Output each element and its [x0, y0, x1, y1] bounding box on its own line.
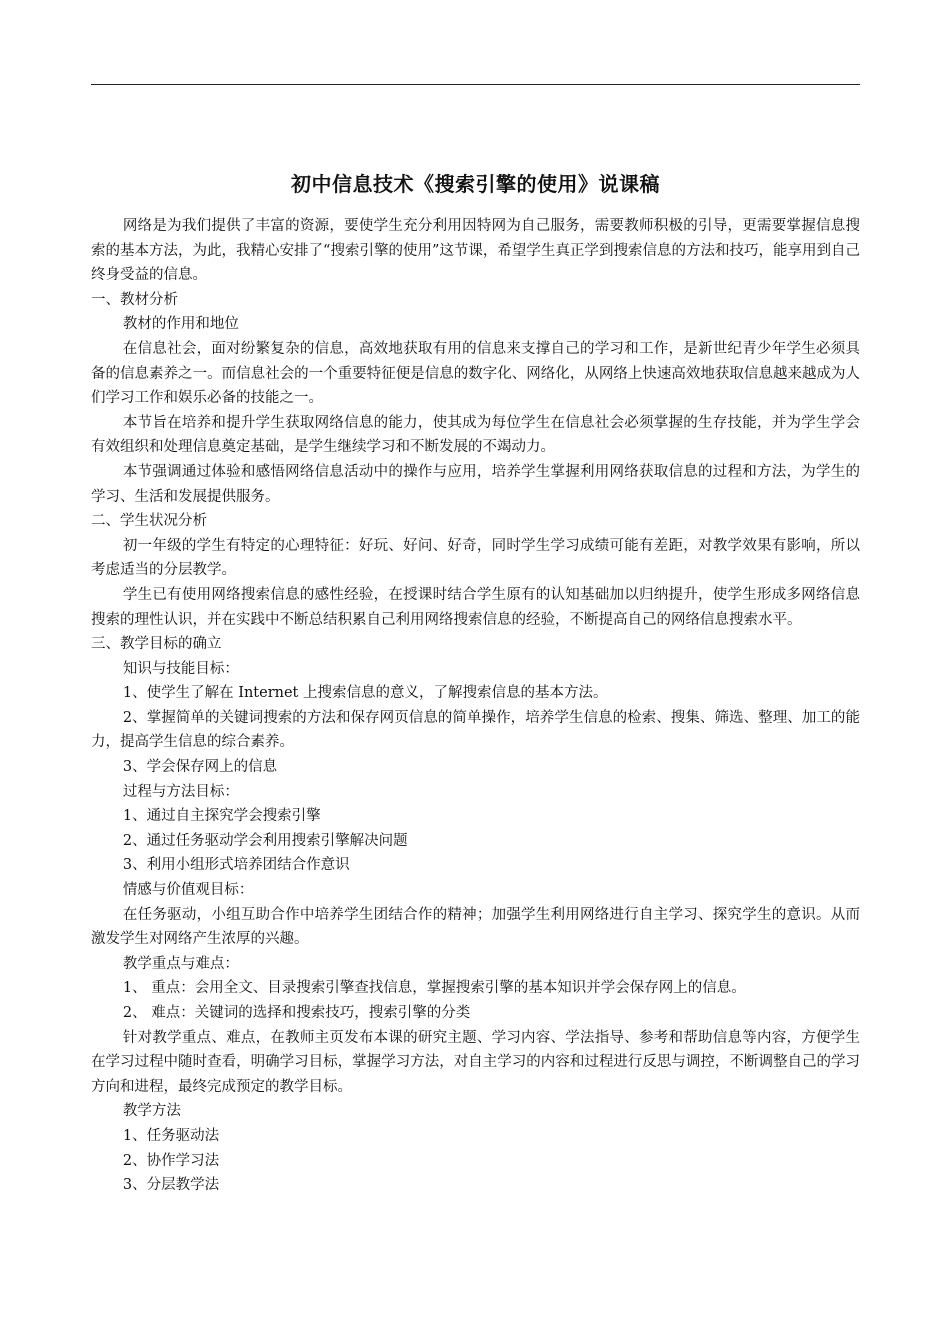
- section-heading: 一、教材分析: [91, 291, 178, 308]
- header-rule: [91, 84, 860, 85]
- document-title: 初中信息技术《搜索引擎的使用》说课稿: [291, 172, 660, 196]
- paragraph: 教学重点与难点：: [122, 955, 239, 972]
- paragraph: 情感与价值观目标：: [122, 882, 254, 899]
- paragraph: 教材的作用和地位: [122, 316, 239, 333]
- paragraph: 1、任务驱动法: [122, 1127, 220, 1144]
- section-heading: 二、学生状况分析: [91, 513, 207, 530]
- paragraph: 针对教学重点、难点，在教师主页发布本课的研究主题、学习内容、学法指导、参考和帮助信息等内容，方便学生在学习过程中随时查看，明确学习目标，掌握学习方法，对自主学习的内容和过程进行反思与调控，不断调整自己的学习方向和进程，最终完成预定的教学目标。: [91, 1029, 860, 1095]
- paragraph: 2、 难点：关键词的选择和搜索技巧，搜索引擎的分类: [122, 1005, 471, 1021]
- paragraph: 1、使学生了解在 Internet 上搜索信息的意义，了解搜索信息的基本方法。: [122, 685, 608, 702]
- document-body: [91, 168, 860, 1198]
- paragraph: 3、利用小组形式培养团结合作意识: [122, 857, 350, 874]
- paragraph: 教学方法: [122, 1103, 181, 1120]
- paragraph: 2、通过任务驱动学会利用搜索引擎解决问题: [122, 832, 408, 849]
- paragraph: 学生已有使用网络搜索信息的感性经验，在授课时结合学生原有的认知基础加以归纳提升，使学生形成多网络信息搜索的理性认识，并在实践中不断总结积累自己利用网络搜索信息的经验，不断提高自己的网络信息搜索水平。: [91, 586, 860, 628]
- paragraph: 1、通过自主探究学会搜索引擎: [122, 808, 321, 825]
- paragraph: 初一年级的学生有特定的心理特征：好玩、好问、好奇，同时学生学习成绩可能有差距，对教学效果有影响，所以考虑适当的分层教学。: [91, 537, 860, 579]
- paragraph: 3、学会保存网上的信息: [122, 759, 278, 776]
- paragraph-list: [91, 214, 860, 1198]
- paragraph: 2、协作学习法: [122, 1152, 220, 1169]
- paragraph: 本节强调通过体验和感悟网络信息活动中的操作与应用，培养学生掌握利用网络获取信息的过程和方法，为学生的学习、生活和发展提供服务。: [91, 463, 860, 505]
- paragraph: 在信息社会，面对纷繁复杂的信息，高效地获取有用的信息来支撑自己的学习和工作，是新世纪青少年学生必须具备的信息素养之一。而信息社会的一个重要特征便是信息的数字化、网络化，从网络上快速高效地获取信息越来越成为人们学习工作和娱乐必备的技能之一。: [91, 340, 860, 407]
- paragraph: 知识与技能目标：: [122, 660, 239, 677]
- section-heading: 三、教学目标的确立: [91, 636, 222, 653]
- paragraph: 3、分层教学法: [122, 1177, 220, 1194]
- paragraph: 网络是为我们提供了丰富的资源，要使学生充分利用因特网为自己服务，需要教师积极的引导，更需要掌握信息搜索的基本方法，为此，我精心安排了“搜索引擎的使用”这节课，希望学生真正学到搜索信息的方法和技巧，能享用到自己终身受益的信息。: [91, 218, 860, 284]
- paragraph: 1、 重点：会用全文、目录搜索引擎查找信息，掌握搜索引擎的基本知识并学会保存网上的信息。: [122, 980, 746, 997]
- paragraph: 在任务驱动，小组互助合作中培养学生团结合作的精神；加强学生利用网络进行自主学习、探究学生的意识。从而激发学生对网络产生浓厚的兴趣。: [91, 906, 860, 948]
- paragraph: 2、掌握简单的关键词搜索的方法和保存网页信息的简单操作，培养学生信息的检索、搜集、筛选、整理、加工的能力，提高学生信息的综合素养。: [91, 709, 860, 751]
- paragraph: 过程与方法目标：: [122, 783, 239, 800]
- paragraph: 本节旨在培养和提升学生获取网络信息的能力，使其成为每位学生在信息社会必须掌握的生存技能，并为学生学会有效组织和处理信息奠定基础，是学生继续学习和不断发展的不竭动力。: [91, 414, 860, 456]
